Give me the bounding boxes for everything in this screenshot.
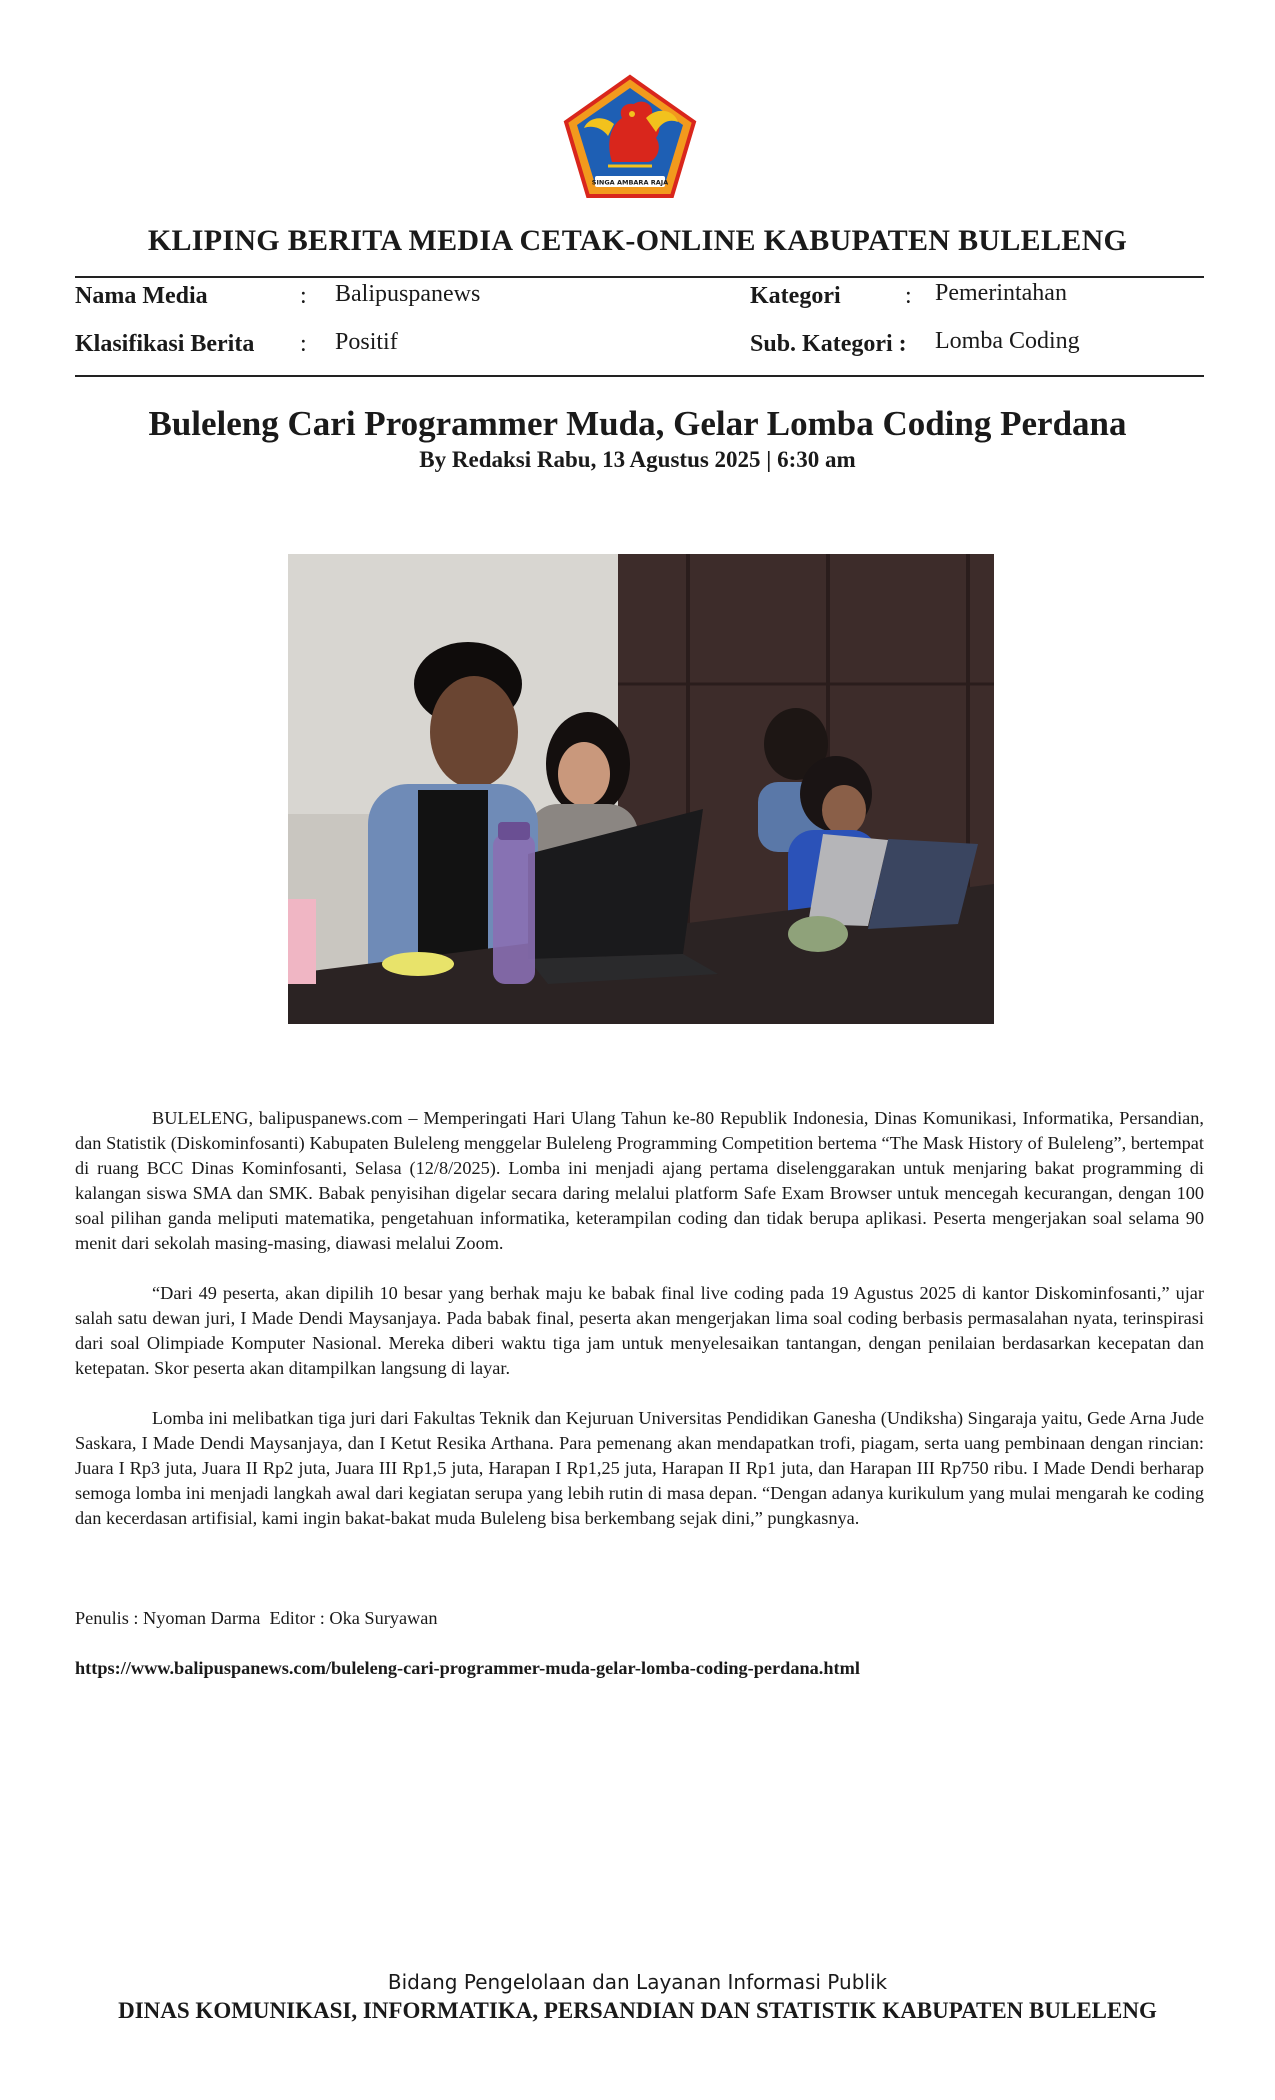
klasifikasi-colon: : bbox=[300, 331, 307, 357]
kategori-colon: : bbox=[905, 283, 912, 309]
footer-division: Bidang Pengelolaan dan Layanan Informasi Publik bbox=[387, 1970, 888, 1994]
article-body bbox=[75, 1106, 1204, 1556]
media-value: Balipuspanews bbox=[335, 281, 481, 307]
buleleng-emblem-logo bbox=[562, 74, 698, 200]
article-byline: By Redaksi Rabu, 13 Agustus 2025 | 6:30 am bbox=[419, 447, 856, 472]
article-headline: Buleleng Cari Programmer Muda, Gelar Lomba Coding Perdana bbox=[148, 404, 1127, 443]
source-url-link[interactable]: https://www.balipuspanews.com/buleleng-cari-programmer-muda-gelar-lomba-coding-perdana.html bbox=[75, 1658, 860, 1678]
kategori-label: Kategori bbox=[750, 283, 841, 309]
logo-motto: SINGA AMBARA RAJA bbox=[591, 178, 669, 187]
header-bottom-rule bbox=[75, 375, 1204, 377]
article-photo bbox=[288, 554, 994, 1024]
sub-kategori-value: Lomba Coding bbox=[935, 328, 1080, 354]
article-credits: Penulis : Nyoman Darma Editor : Oka Suryawan bbox=[75, 1608, 438, 1628]
article-paragraph-3: Lomba ini melibatkan tiga juri dari Fakultas Teknik dan Kejuruan Universitas Pendidikan Ganesha (Undiksha) Singaraja yaitu, Gede Arna Jude Saskara, I Made Dendi Maysanjaya, dan I Ketut Resika Arthana. Para pemenang akan mendapatkan trofi, piagam, serta uang pembinaan dengan rincian: Juara I Rp3 juta, Juara II Rp2 juta, Juara III Rp1,5 juta, Harapan I Rp1,25 juta, Harapan II Rp1 juta, dan Harapan III Rp750 ribu. I Made Dendi berharap semoga lomba ini menjadi langkah awal dari kegiatan serupa yang lebih rutin di masa depan. “Dengan adanya kurikulum yang mulai mengarah ke coding dan kecerdasan artifisial, kami ingin bakat-bakat muda Buleleng bisa berkembang sejak dini,” pungkasnya. bbox=[75, 1408, 1204, 1528]
sub-kategori-label: Sub. Kategori : bbox=[750, 331, 907, 357]
kategori-value: Pemerintahan bbox=[935, 280, 1067, 306]
klasifikasi-label: Klasifikasi Berita bbox=[75, 331, 255, 357]
klasifikasi-value: Positif bbox=[335, 329, 398, 355]
document-title: KLIPING BERITA MEDIA CETAK-ONLINE KABUPATEN BULELENG bbox=[147, 224, 1128, 257]
media-label: Nama Media bbox=[75, 283, 208, 309]
header-top-rule bbox=[75, 276, 1204, 278]
article-paragraph-1: BULELENG, balipuspanews.com – Memperingati Hari Ulang Tahun ke-80 Republik Indonesia, Dinas Komunikasi, Informatika, Persandian, dan Statistik (Diskominfosanti) Kabupaten Buleleng menggelar Buleleng Programming Competition bertema “The Mask History of Buleleng”, bertempat di ruang BCC Dinas Kominfosanti, Selasa (12/8/2025). Lomba ini menjadi ajang pertama diselenggarakan untuk menjaring bakat programming di kalangan siswa SMA dan SMK. Babak penyisihan digelar secara daring melalui platform Safe Exam Browser untuk mencegah kecurangan, dengan 100 soal pilihan ganda meliputi matematika, pengetahuan informatika, keterampilan coding dan tidak berupa aplikasi. Peserta mengerjakan soal selama 90 menit dari sekolah masing-masing, diawasi melalui Zoom. bbox=[75, 1108, 1204, 1253]
article-paragraph-2: “Dari 49 peserta, akan dipilih 10 besar yang berhak maju ke babak final live coding pada 19 Agustus 2025 di kantor Diskominfosanti,” ujar salah satu dewan juri, I Made Dendi Maysanjaya. Pada babak final, peserta akan mengerjakan lima soal coding berbasis permasalahan nyata, terinspirasi dari soal Olimpiade Komputer Nasional. Mereka diberi waktu tiga jam untuk menyelesaikan tantangan, dengan penilaian berdasarkan kecepatan dan ketepatan. Skor peserta akan ditampilkan langsung di layar. bbox=[75, 1283, 1204, 1378]
footer-agency: DINAS KOMUNIKASI, INFORMATIKA, PERSANDIAN DAN STATISTIK KABUPATEN BULELENG bbox=[118, 1998, 1157, 2023]
media-colon: : bbox=[300, 283, 307, 309]
